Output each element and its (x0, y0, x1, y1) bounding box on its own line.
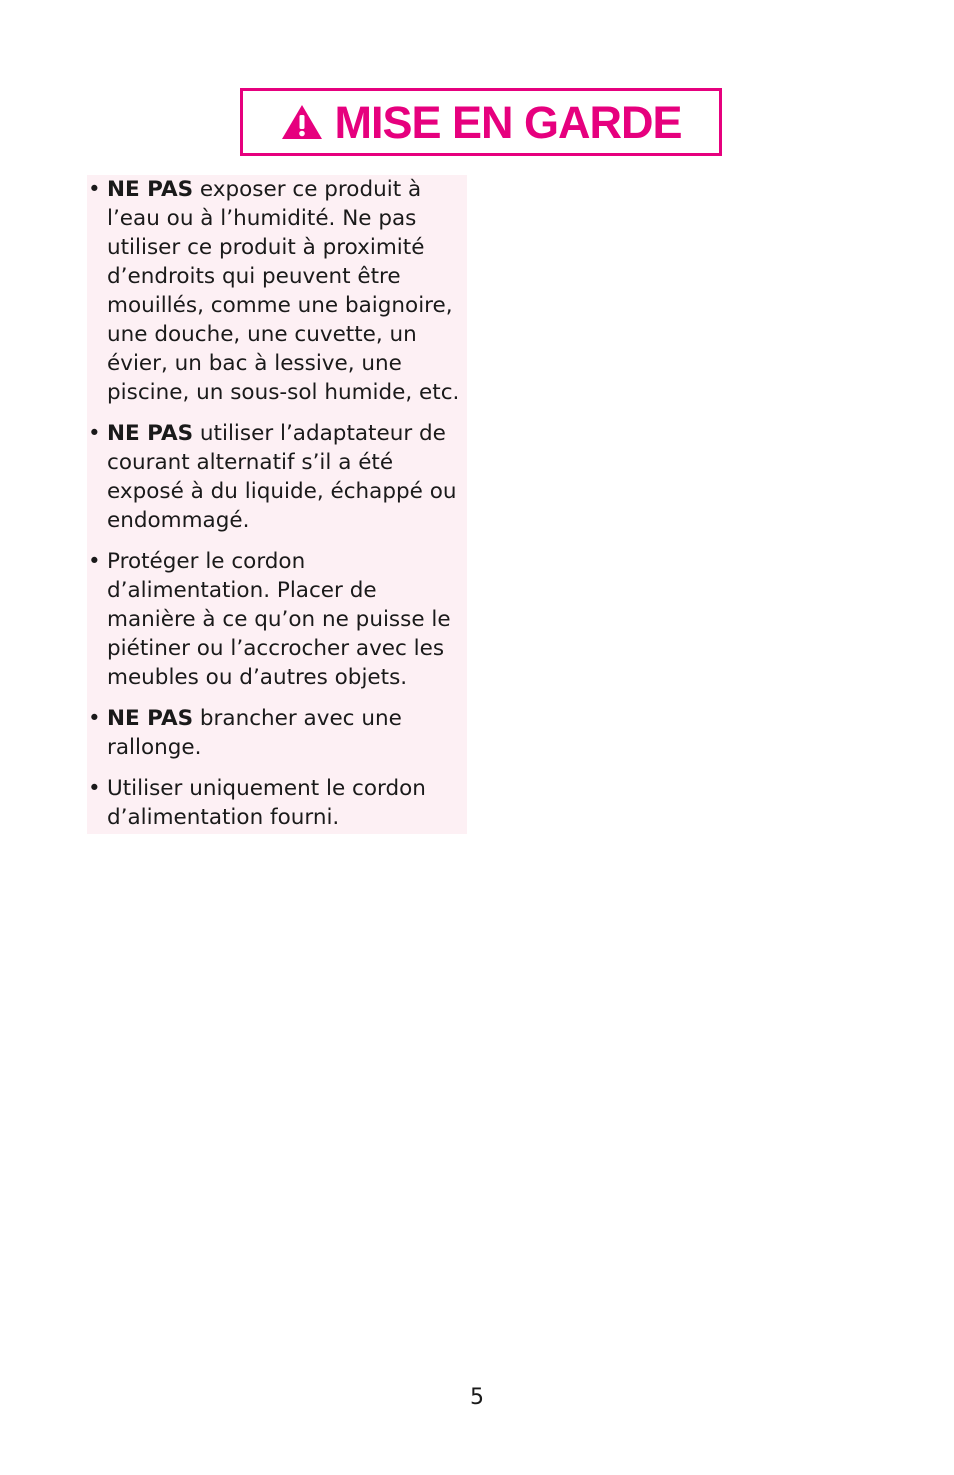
warning-item-line: Protéger le cordon (107, 549, 306, 574)
bullet: • (88, 549, 101, 574)
bullet: • (88, 177, 101, 202)
bullet: • (88, 776, 101, 801)
warning-banner (240, 88, 722, 156)
warning-item-line: NE PAS brancher avec une (107, 706, 402, 731)
warning-item-line: mouillés, comme une baignoire, (107, 293, 453, 318)
warning-triangle-icon (280, 102, 324, 142)
warning-item-line: NE PAS exposer ce produit à (107, 177, 422, 202)
warning-item-line: d’alimentation. Placer de (107, 578, 377, 603)
warning-item-line: une douche, une cuvette, un (107, 322, 417, 347)
warning-item (87, 175, 467, 407)
warning-list (87, 175, 467, 844)
page-number: 5 (470, 1385, 484, 1410)
bullet: • (88, 706, 101, 731)
warning-item-line: manière à ce qu’on ne puisse le (107, 607, 451, 632)
emphasis-label: NE PAS (107, 706, 194, 731)
warning-item (87, 547, 467, 692)
warning-item-line: meubles ou d’autres objets. (107, 665, 408, 690)
warning-item (87, 419, 467, 535)
emphasis-label: NE PAS (107, 421, 194, 446)
warning-title: MISE EN GARDE (334, 96, 682, 148)
warning-item-line: piscine, un sous-sol humide, etc. (107, 380, 460, 405)
warning-item-line: NE PAS utiliser l’adaptateur de (107, 421, 446, 446)
emphasis-label: NE PAS (107, 177, 194, 202)
warning-item-line: d’alimentation fourni. (107, 805, 340, 830)
warning-item (87, 774, 467, 832)
warning-item-line: évier, un bac à lessive, une (107, 351, 402, 376)
warning-item-line: Utiliser uniquement le cordon (107, 776, 426, 801)
warning-box (87, 175, 467, 834)
warning-item-line: rallonge. (107, 735, 202, 760)
warning-item-line: utiliser ce produit à proximité (107, 235, 425, 260)
warning-item-line: exposé à du liquide, échappé ou (107, 479, 457, 504)
warning-item-line: endommagé. (107, 508, 250, 533)
warning-item-line: piétiner ou l’accrocher avec les (107, 636, 445, 661)
bullet: • (88, 421, 101, 446)
warning-item-line: courant alternatif s’il a été (107, 450, 394, 475)
warning-item-line: d’endroits qui peuvent être (107, 264, 401, 289)
warning-item-line: l’eau ou à l’humidité. Ne pas (107, 206, 417, 231)
warning-item (87, 704, 467, 762)
